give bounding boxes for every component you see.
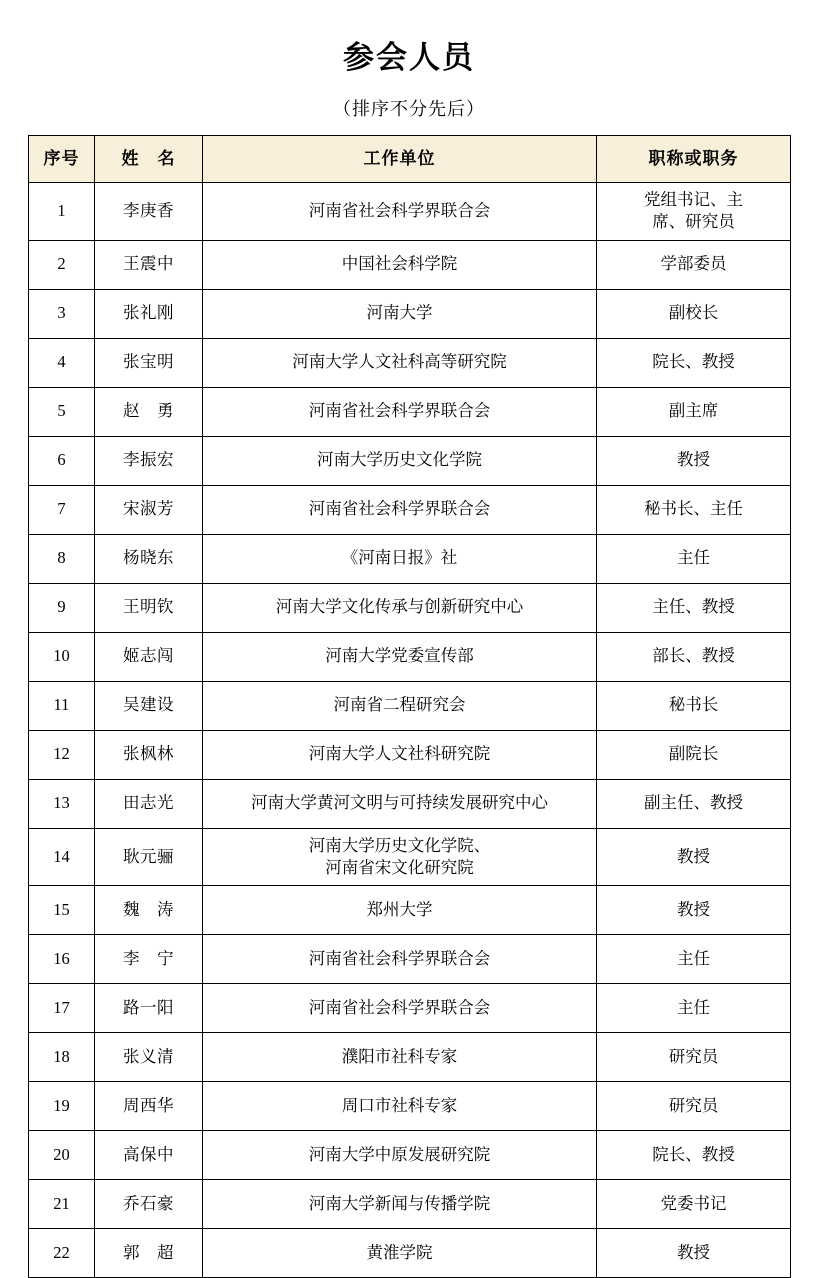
table-row xyxy=(29,984,791,1033)
cell-index: 18 xyxy=(29,1033,95,1082)
cell-title: 教授 xyxy=(597,828,791,886)
cell-unit: 郑州大学 xyxy=(203,886,597,935)
cell-index: 4 xyxy=(29,338,95,387)
column-header-index: 序号 xyxy=(29,136,95,183)
cell-index: 19 xyxy=(29,1082,95,1131)
cell-unit: 周口市社科专家 xyxy=(203,1082,597,1131)
cell-title: 主任 xyxy=(597,534,791,583)
cell-index: 17 xyxy=(29,984,95,1033)
cell-name: 魏 涛 xyxy=(95,886,203,935)
cell-index: 10 xyxy=(29,632,95,681)
column-header-name: 姓 名 xyxy=(95,136,203,183)
cell-unit: 黄淮学院 xyxy=(203,1229,597,1278)
page-subtitle: （排序不分先后） xyxy=(333,99,485,119)
cell-unit: 河南大学 xyxy=(203,289,597,338)
cell-index: 9 xyxy=(29,583,95,632)
cell-index: 7 xyxy=(29,485,95,534)
cell-title xyxy=(597,183,791,241)
participants-table xyxy=(28,135,791,1278)
cell-title: 研究员 xyxy=(597,1033,791,1082)
cell-title: 学部委员 xyxy=(597,240,791,289)
cell-title: 主任 xyxy=(597,935,791,984)
table-row xyxy=(29,240,791,289)
cell-name: 李庚香 xyxy=(95,183,203,241)
cell-title: 秘书长 xyxy=(597,681,791,730)
cell-index: 11 xyxy=(29,681,95,730)
cell-index: 12 xyxy=(29,730,95,779)
cell-name: 张宝明 xyxy=(95,338,203,387)
table-row xyxy=(29,387,791,436)
cell-title-line: 党组书记、主 xyxy=(644,190,743,209)
cell-index: 2 xyxy=(29,240,95,289)
table-row xyxy=(29,632,791,681)
cell-name: 张枫林 xyxy=(95,730,203,779)
cell-unit: 河南省社会科学界联合会 xyxy=(203,984,597,1033)
cell-unit: 河南大学历史文化学院 xyxy=(203,436,597,485)
cell-title: 副院长 xyxy=(597,730,791,779)
cell-title: 研究员 xyxy=(597,1082,791,1131)
page-title: 参会人员 xyxy=(343,40,475,75)
cell-title: 党委书记 xyxy=(597,1180,791,1229)
cell-index: 16 xyxy=(29,935,95,984)
cell-unit: 河南大学新闻与传播学院 xyxy=(203,1180,597,1229)
cell-unit: 河南大学黄河文明与可持续发展研究中心 xyxy=(203,779,597,828)
cell-name: 张礼刚 xyxy=(95,289,203,338)
cell-title: 教授 xyxy=(597,436,791,485)
cell-unit xyxy=(203,828,597,886)
cell-name: 耿元骊 xyxy=(95,828,203,886)
cell-unit: 河南省社会科学界联合会 xyxy=(203,183,597,241)
cell-unit: 中国社会科学院 xyxy=(203,240,597,289)
cell-title: 秘书长、主任 xyxy=(597,485,791,534)
table-row xyxy=(29,681,791,730)
cell-name: 王震中 xyxy=(95,240,203,289)
cell-title: 院长、教授 xyxy=(597,1131,791,1180)
cell-name: 吴建设 xyxy=(95,681,203,730)
cell-name: 周西华 xyxy=(95,1082,203,1131)
cell-index: 20 xyxy=(29,1131,95,1180)
table-row xyxy=(29,828,791,886)
table-row xyxy=(29,1082,791,1131)
table-row xyxy=(29,1131,791,1180)
cell-unit: 河南大学文化传承与创新研究中心 xyxy=(203,583,597,632)
document-page xyxy=(0,20,818,1278)
column-header-unit: 工作单位 xyxy=(203,136,597,183)
cell-title: 副主席 xyxy=(597,387,791,436)
cell-name: 高保中 xyxy=(95,1131,203,1180)
cell-index: 3 xyxy=(29,289,95,338)
cell-unit: 河南大学人文社科高等研究院 xyxy=(203,338,597,387)
cell-title: 院长、教授 xyxy=(597,338,791,387)
cell-title: 教授 xyxy=(597,1229,791,1278)
cell-title: 部长、教授 xyxy=(597,632,791,681)
cell-unit-line: 河南大学历史文化学院、 xyxy=(308,835,491,855)
cell-unit: 濮阳市社科专家 xyxy=(203,1033,597,1082)
cell-title-line: 席、研究员 xyxy=(652,212,735,232)
cell-name: 乔石豪 xyxy=(95,1180,203,1229)
table-row xyxy=(29,338,791,387)
cell-index: 22 xyxy=(29,1229,95,1278)
cell-unit: 河南省二程研究会 xyxy=(203,681,597,730)
cell-name: 郭 超 xyxy=(95,1229,203,1278)
cell-name: 李 宁 xyxy=(95,935,203,984)
cell-unit: 《河南日报》社 xyxy=(203,534,597,583)
cell-index: 6 xyxy=(29,436,95,485)
table-row xyxy=(29,886,791,935)
table-row xyxy=(29,289,791,338)
table-row xyxy=(29,183,791,241)
cell-unit: 河南省社会科学界联合会 xyxy=(203,387,597,436)
cell-unit: 河南省社会科学界联合会 xyxy=(203,935,597,984)
cell-index: 8 xyxy=(29,534,95,583)
cell-index: 1 xyxy=(29,183,95,241)
cell-title: 主任、教授 xyxy=(597,583,791,632)
cell-name: 宋淑芳 xyxy=(95,485,203,534)
table-row xyxy=(29,935,791,984)
table-body xyxy=(29,183,791,1278)
cell-name: 田志光 xyxy=(95,779,203,828)
cell-title: 副主任、教授 xyxy=(597,779,791,828)
cell-title: 教授 xyxy=(597,886,791,935)
cell-unit-line: 河南省宋文化研究院 xyxy=(325,857,474,877)
table-header-row xyxy=(29,136,791,183)
cell-name: 杨晓东 xyxy=(95,534,203,583)
cell-index: 15 xyxy=(29,886,95,935)
cell-unit: 河南大学人文社科研究院 xyxy=(203,730,597,779)
cell-title: 副校长 xyxy=(597,289,791,338)
column-header-title: 职称或职务 xyxy=(597,136,791,183)
table-row xyxy=(29,779,791,828)
table-row xyxy=(29,436,791,485)
cell-name: 姬志闯 xyxy=(95,632,203,681)
table-header xyxy=(29,136,791,183)
cell-unit: 河南大学中原发展研究院 xyxy=(203,1131,597,1180)
cell-name: 王明钦 xyxy=(95,583,203,632)
table-row xyxy=(29,583,791,632)
cell-index: 13 xyxy=(29,779,95,828)
table-row xyxy=(29,534,791,583)
cell-name: 张义清 xyxy=(95,1033,203,1082)
cell-title: 主任 xyxy=(597,984,791,1033)
cell-name: 赵 勇 xyxy=(95,387,203,436)
table-row xyxy=(29,485,791,534)
table-row xyxy=(29,1180,791,1229)
cell-name: 路一阳 xyxy=(95,984,203,1033)
table-row xyxy=(29,1033,791,1082)
cell-index: 14 xyxy=(29,828,95,886)
table-row xyxy=(29,730,791,779)
cell-index: 5 xyxy=(29,387,95,436)
cell-index: 21 xyxy=(29,1180,95,1229)
table-row xyxy=(29,1229,791,1278)
cell-unit: 河南省社会科学界联合会 xyxy=(203,485,597,534)
cell-name: 李振宏 xyxy=(95,436,203,485)
cell-unit: 河南大学党委宣传部 xyxy=(203,632,597,681)
